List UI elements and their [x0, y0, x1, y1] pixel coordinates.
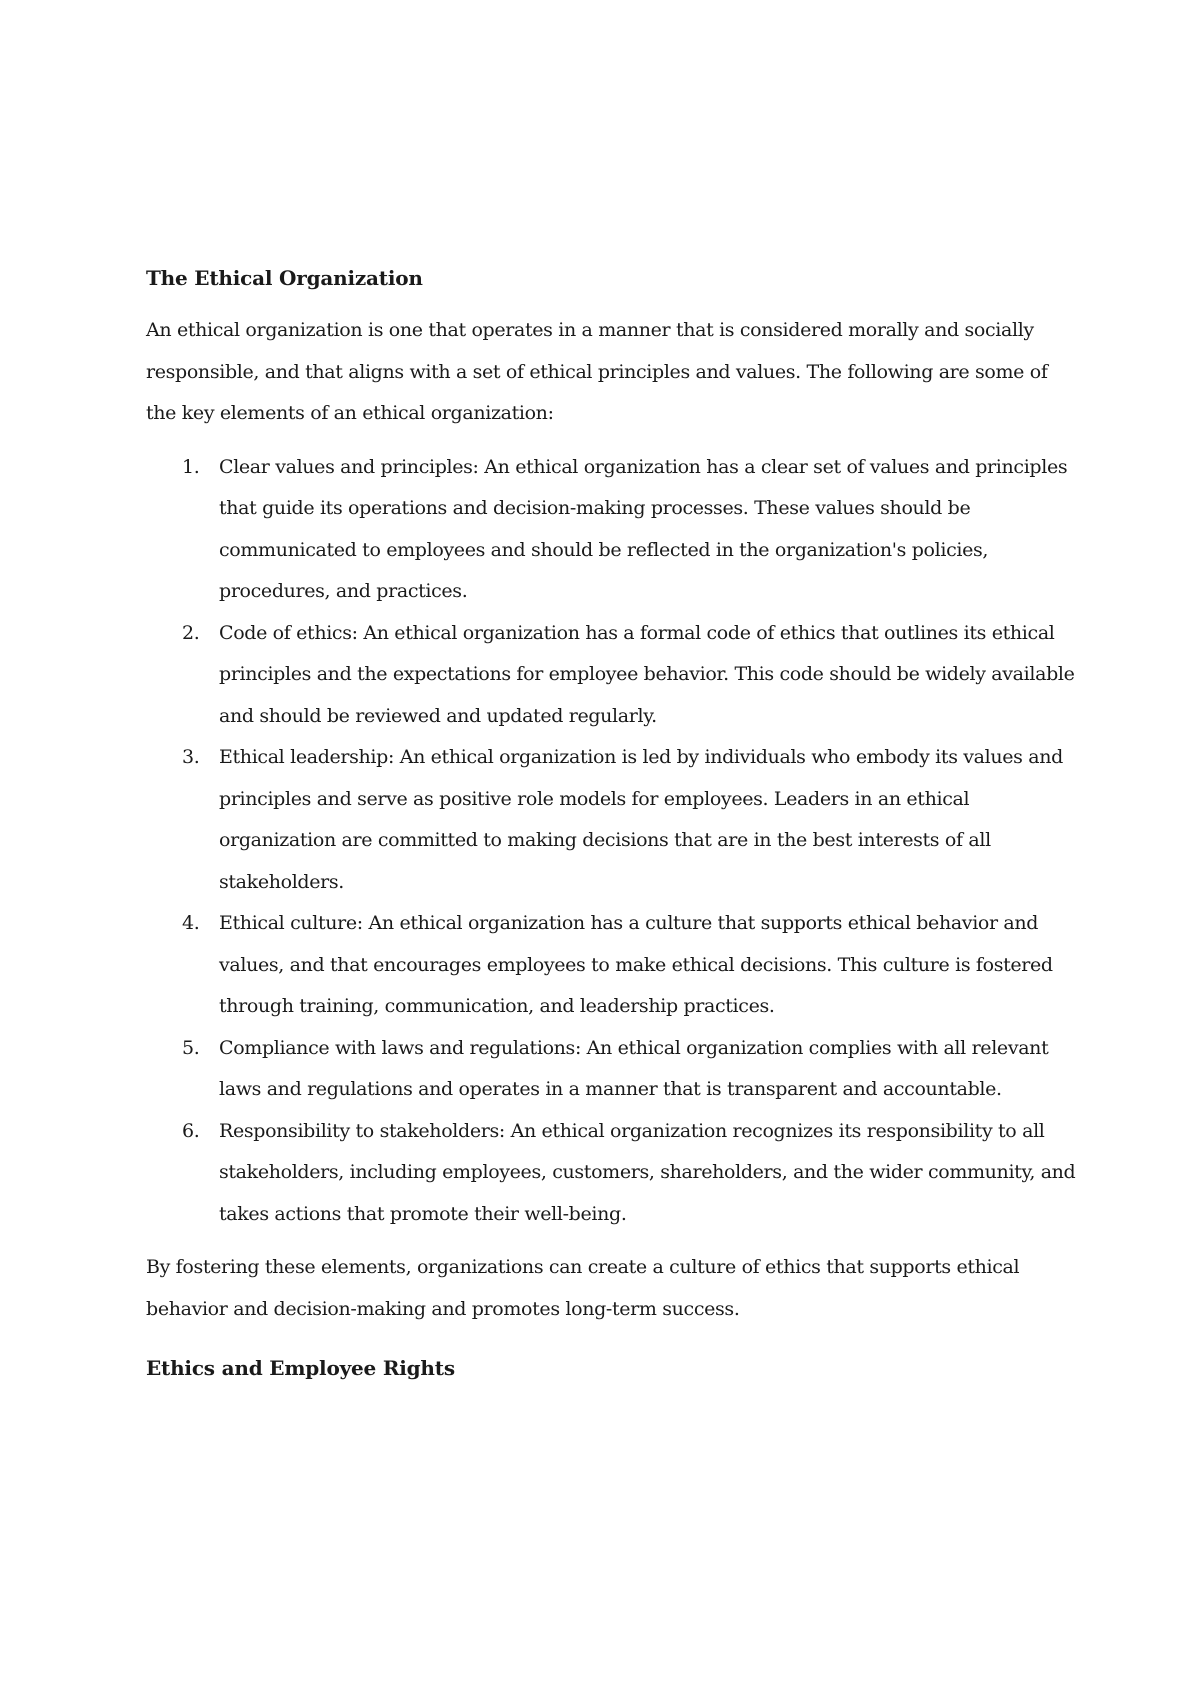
- list-number: 1.: [182, 455, 200, 478]
- list-item-text: Compliance with laws and regulations: An ethical organization complies with all relevant laws and regulations and operates in a manner that is transparent and accountable.: [219, 1036, 1049, 1100]
- list-item: [146, 447, 1076, 613]
- list-number: 6.: [182, 1119, 200, 1142]
- list-item-text: Ethical culture: An ethical organization has a culture that supports ethical behavior and values, and that encourages employees to make ethical decisions. This culture is fostered through training, communication, and leadership practices.: [219, 912, 1053, 1017]
- list-item: [146, 737, 1076, 903]
- section-title: The Ethical Organization: [146, 266, 423, 290]
- list-number: 2.: [182, 621, 200, 644]
- list-item-text: Responsibility to stakeholders: An ethical organization recognizes its responsibility to all stakeholders, including employees, customers, shareholders, and the wider community, and takes actions that promote their well-being.: [219, 1119, 1076, 1225]
- list-item: [146, 613, 1076, 738]
- list-item: [146, 1111, 1076, 1236]
- list-item: [146, 903, 1076, 1028]
- list-item: [146, 1028, 1076, 1111]
- elements-list: [146, 447, 1076, 1236]
- list-item-text: Clear values and principles: An ethical organization has a clear set of values and principles that guide its operations and decision-making processes. These values should be communicated to employees and should be reflected in the organization's policies, procedures, and practices.: [219, 455, 1068, 602]
- closing-paragraph: By fostering these elements, organizations can create a culture of ethics that supports ethical behavior and decision-making and promotes long-term success.: [146, 1256, 1020, 1320]
- list-number: 4.: [182, 912, 200, 934]
- next-section-title: Ethics and Employee Rights: [146, 1356, 455, 1380]
- list-item-text: Ethical leadership: An ethical organization is led by individuals who embody its values and principles and serve as positive role models for employees. Leaders in an ethical organization are committed to making decisions that are in the best interests of all stakeholders.: [219, 746, 1063, 893]
- document-body: [146, 258, 1076, 1388]
- list-number: 5.: [182, 1036, 200, 1059]
- list-number: 3.: [182, 746, 200, 768]
- intro-paragraph: An ethical organization is one that operates in a manner that is considered morally and socially responsible, and that aligns with a set of ethical principles and values. The following are some of the key elements of an ethical organization:: [146, 319, 1048, 424]
- list-item-text: Code of ethics: An ethical organization has a formal code of ethics that outlines its ethical principles and the expectations for employee behavior. This code should be widely available and should be reviewed and updated regularly.: [219, 621, 1075, 727]
